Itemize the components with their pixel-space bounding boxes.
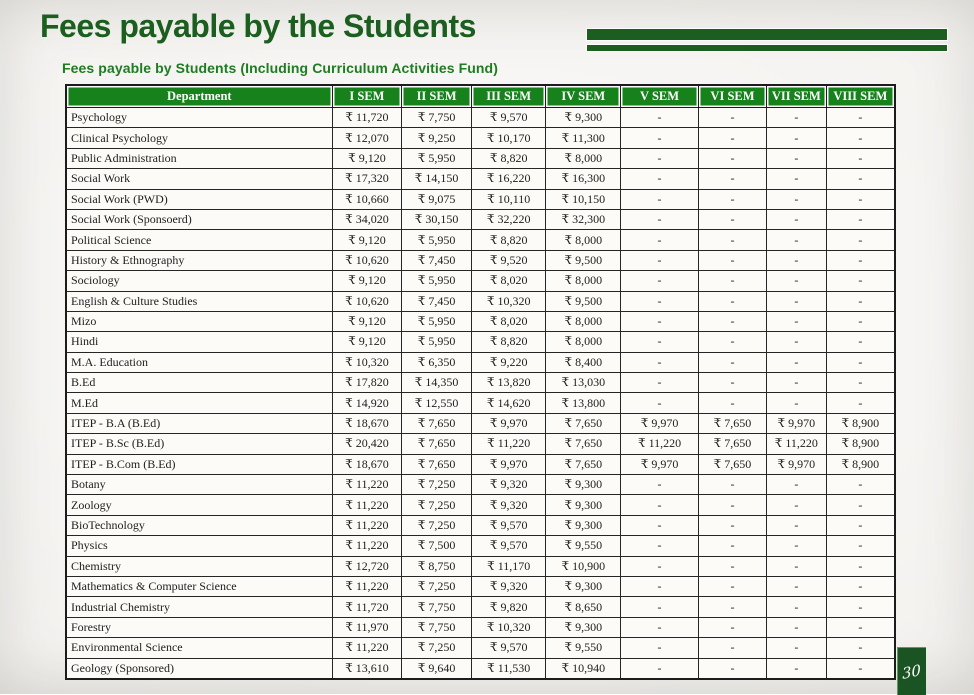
fee-cell: - <box>766 495 826 515</box>
fee-cell: - <box>766 515 826 535</box>
fee-cell: ₹ 7,650 <box>546 434 621 454</box>
fee-cell: ₹ 14,920 <box>332 393 402 413</box>
fee-cell: - <box>766 189 826 209</box>
fee-cell: ₹ 11,220 <box>332 515 402 535</box>
fee-cell: - <box>699 617 767 637</box>
fee-cell: ₹ 9,640 <box>402 658 472 679</box>
column-header-vi-sem: VI SEM <box>699 85 767 108</box>
fee-cell: ₹ 8,020 <box>471 271 546 291</box>
fee-cell: - <box>766 332 826 352</box>
fee-cell: - <box>699 475 767 495</box>
fee-cell: - <box>699 271 767 291</box>
title-decoration-bars <box>586 28 948 52</box>
fee-cell: ₹ 7,650 <box>402 454 472 474</box>
table-row <box>66 495 895 515</box>
fee-cell: - <box>699 209 767 229</box>
fee-cell: - <box>621 291 699 311</box>
fee-cell: ₹ 7,750 <box>402 617 472 637</box>
fee-cell: - <box>699 373 767 393</box>
fee-cell: ₹ 11,530 <box>471 658 546 679</box>
fee-cell: - <box>699 291 767 311</box>
fee-cell: - <box>766 209 826 229</box>
fee-cell: - <box>766 352 826 372</box>
table-row <box>66 536 895 556</box>
fee-cell: ₹ 11,970 <box>332 617 402 637</box>
fee-cell: - <box>621 148 699 168</box>
table-row <box>66 617 895 637</box>
department-cell: Social Work <box>66 169 332 189</box>
fee-cell: - <box>699 148 767 168</box>
fee-cell: ₹ 7,750 <box>402 108 472 128</box>
fee-cell: ₹ 5,950 <box>402 311 472 331</box>
department-cell: Public Administration <box>66 148 332 168</box>
fee-cell: - <box>621 332 699 352</box>
fee-cell: ₹ 11,720 <box>332 597 402 617</box>
table-row <box>66 108 895 128</box>
fee-cell: - <box>826 230 895 250</box>
fee-cell: ₹ 9,120 <box>332 230 402 250</box>
fee-cell: ₹ 9,320 <box>471 475 546 495</box>
fees-table <box>65 84 896 680</box>
table-row <box>66 638 895 658</box>
fee-cell: ₹ 9,500 <box>546 291 621 311</box>
fee-cell: ₹ 9,500 <box>546 250 621 270</box>
table-row <box>66 556 895 576</box>
fee-cell: ₹ 7,450 <box>402 250 472 270</box>
fee-cell: - <box>699 597 767 617</box>
fee-cell: - <box>621 271 699 291</box>
department-cell: Environmental Science <box>66 638 332 658</box>
fee-cell: ₹ 11,220 <box>766 434 826 454</box>
fee-cell: ₹ 7,750 <box>402 597 472 617</box>
fee-cell: ₹ 16,220 <box>471 169 546 189</box>
fee-cell: ₹ 10,320 <box>332 352 402 372</box>
fee-cell: - <box>826 536 895 556</box>
fee-cell: - <box>766 291 826 311</box>
fee-cell: - <box>699 189 767 209</box>
fee-cell: ₹ 8,650 <box>546 597 621 617</box>
department-cell: Clinical Psychology <box>66 128 332 148</box>
fee-cell: - <box>621 576 699 596</box>
fee-cell: - <box>826 332 895 352</box>
fee-cell: - <box>699 658 767 679</box>
table-row <box>66 515 895 535</box>
fee-cell: - <box>766 617 826 637</box>
fee-cell: ₹ 10,320 <box>471 617 546 637</box>
fee-cell: - <box>699 556 767 576</box>
table-row <box>66 189 895 209</box>
fee-cell: - <box>826 128 895 148</box>
fees-table-body <box>66 108 895 679</box>
fee-cell: ₹ 10,170 <box>471 128 546 148</box>
fee-cell: ₹ 7,650 <box>699 454 767 474</box>
fee-cell: ₹ 10,660 <box>332 189 402 209</box>
fee-cell: - <box>826 658 895 679</box>
fee-cell: - <box>826 475 895 495</box>
department-cell: Sociology <box>66 271 332 291</box>
fee-cell: - <box>621 209 699 229</box>
department-cell: History & Ethnography <box>66 250 332 270</box>
fee-cell: ₹ 9,300 <box>546 108 621 128</box>
fee-cell: ₹ 8,900 <box>826 454 895 474</box>
fee-cell: ₹ 11,220 <box>332 576 402 596</box>
fee-cell: ₹ 9,250 <box>402 128 472 148</box>
fee-cell: ₹ 12,550 <box>402 393 472 413</box>
fee-cell: - <box>826 638 895 658</box>
department-cell: Mizo <box>66 311 332 331</box>
table-header-row <box>66 85 895 108</box>
table-row <box>66 291 895 311</box>
fee-cell: ₹ 9,970 <box>621 454 699 474</box>
fee-cell: - <box>621 536 699 556</box>
page-subtitle: Fees payable by Students (Including Curriculum Activities Fund) <box>62 60 498 76</box>
table-row <box>66 658 895 679</box>
fee-cell: ₹ 9,300 <box>546 475 621 495</box>
fee-cell: ₹ 7,250 <box>402 515 472 535</box>
table-row <box>66 169 895 189</box>
department-cell: Mathematics & Computer Science <box>66 576 332 596</box>
department-cell: Forestry <box>66 617 332 637</box>
fee-cell: ₹ 20,420 <box>332 434 402 454</box>
table-row <box>66 393 895 413</box>
fee-cell: ₹ 18,670 <box>332 413 402 433</box>
fee-cell: ₹ 11,300 <box>546 128 621 148</box>
fee-cell: ₹ 13,820 <box>471 373 546 393</box>
table-row <box>66 434 895 454</box>
fee-cell: - <box>826 617 895 637</box>
fee-cell: - <box>766 658 826 679</box>
fee-cell: - <box>826 576 895 596</box>
fee-cell: ₹ 5,950 <box>402 271 472 291</box>
fee-cell: ₹ 9,120 <box>332 271 402 291</box>
fee-cell: ₹ 11,220 <box>471 434 546 454</box>
fee-cell: - <box>766 393 826 413</box>
fee-cell: - <box>766 597 826 617</box>
department-cell: Botany <box>66 475 332 495</box>
column-header-department: Department <box>66 85 332 108</box>
fee-cell: ₹ 9,970 <box>621 413 699 433</box>
fee-cell: ₹ 10,110 <box>471 189 546 209</box>
table-row <box>66 597 895 617</box>
fee-cell: ₹ 32,220 <box>471 209 546 229</box>
fee-cell: ₹ 10,620 <box>332 291 402 311</box>
page-number-badge <box>897 647 926 695</box>
fee-cell: - <box>621 373 699 393</box>
fee-cell: ₹ 8,820 <box>471 148 546 168</box>
fee-cell: ₹ 6,350 <box>402 352 472 372</box>
department-cell: ITEP - B.A (B.Ed) <box>66 413 332 433</box>
fee-cell: - <box>699 576 767 596</box>
fee-cell: ₹ 9,570 <box>471 536 546 556</box>
fee-cell: ₹ 7,450 <box>402 291 472 311</box>
fee-cell: ₹ 9,120 <box>332 311 402 331</box>
fee-cell: ₹ 8,900 <box>826 413 895 433</box>
fee-cell: - <box>621 128 699 148</box>
fee-cell: ₹ 9,550 <box>546 638 621 658</box>
fee-cell: - <box>766 556 826 576</box>
fee-cell: - <box>621 475 699 495</box>
fee-cell: ₹ 8,000 <box>546 230 621 250</box>
fee-cell: - <box>766 536 826 556</box>
fee-cell: - <box>766 373 826 393</box>
fee-cell: - <box>621 108 699 128</box>
fee-cell: - <box>826 189 895 209</box>
fee-cell: - <box>766 576 826 596</box>
fee-cell: ₹ 7,650 <box>699 413 767 433</box>
table-row <box>66 332 895 352</box>
column-header-iii-sem: III SEM <box>471 85 546 108</box>
fee-cell: - <box>766 108 826 128</box>
fee-cell: ₹ 10,150 <box>546 189 621 209</box>
fee-cell: - <box>621 250 699 270</box>
fee-cell: ₹ 9,300 <box>546 515 621 535</box>
department-cell: Industrial Chemistry <box>66 597 332 617</box>
department-cell: B.Ed <box>66 373 332 393</box>
fee-cell: ₹ 9,970 <box>471 413 546 433</box>
fee-cell: ₹ 9,970 <box>471 454 546 474</box>
fee-cell: - <box>621 597 699 617</box>
fee-cell: ₹ 9,570 <box>471 638 546 658</box>
table-row <box>66 576 895 596</box>
fee-cell: ₹ 11,220 <box>332 638 402 658</box>
fee-cell: ₹ 11,220 <box>332 495 402 515</box>
fee-cell: ₹ 9,970 <box>766 413 826 433</box>
fee-cell: - <box>699 515 767 535</box>
fee-cell: - <box>826 393 895 413</box>
fee-cell: - <box>826 250 895 270</box>
fee-cell: - <box>699 393 767 413</box>
department-cell: ITEP - B.Com (B.Ed) <box>66 454 332 474</box>
fee-cell: ₹ 16,300 <box>546 169 621 189</box>
fee-cell: - <box>621 393 699 413</box>
fee-cell: - <box>699 230 767 250</box>
department-cell: M.Ed <box>66 393 332 413</box>
fee-cell: ₹ 32,300 <box>546 209 621 229</box>
department-cell: Geology (Sponsored) <box>66 658 332 679</box>
fee-cell: ₹ 5,950 <box>402 148 472 168</box>
fee-cell: ₹ 30,150 <box>402 209 472 229</box>
department-cell: Social Work (Sponsoerd) <box>66 209 332 229</box>
fee-cell: - <box>621 638 699 658</box>
fee-cell: ₹ 8,000 <box>546 148 621 168</box>
table-row <box>66 148 895 168</box>
fee-cell: - <box>699 169 767 189</box>
table-row <box>66 209 895 229</box>
fee-cell: ₹ 7,650 <box>699 434 767 454</box>
department-cell: ITEP - B.Sc (B.Ed) <box>66 434 332 454</box>
table-row <box>66 413 895 433</box>
fee-cell: - <box>621 352 699 372</box>
department-cell: Political Science <box>66 230 332 250</box>
fee-cell: ₹ 12,070 <box>332 128 402 148</box>
fee-cell: - <box>766 271 826 291</box>
department-cell: Social Work (PWD) <box>66 189 332 209</box>
fee-cell: ₹ 11,220 <box>332 536 402 556</box>
fee-cell: - <box>766 128 826 148</box>
fee-cell: - <box>826 373 895 393</box>
fee-cell: - <box>766 148 826 168</box>
fee-cell: ₹ 7,250 <box>402 495 472 515</box>
fee-cell: - <box>699 332 767 352</box>
fee-cell: ₹ 11,220 <box>332 475 402 495</box>
table-row <box>66 271 895 291</box>
fee-cell: - <box>699 352 767 372</box>
fee-cell: ₹ 13,610 <box>332 658 402 679</box>
fee-cell: - <box>826 515 895 535</box>
fee-cell: - <box>826 597 895 617</box>
fee-cell: ₹ 7,650 <box>402 413 472 433</box>
fee-cell: ₹ 7,650 <box>546 454 621 474</box>
fee-cell: - <box>826 271 895 291</box>
fee-cell: ₹ 8,000 <box>546 271 621 291</box>
fee-cell: ₹ 9,570 <box>471 515 546 535</box>
department-cell: BioTechnology <box>66 515 332 535</box>
fee-cell: - <box>766 250 826 270</box>
fee-cell: ₹ 8,000 <box>546 332 621 352</box>
fee-cell: - <box>699 638 767 658</box>
table-row <box>66 373 895 393</box>
fee-cell: - <box>766 311 826 331</box>
table-row <box>66 250 895 270</box>
fee-cell: ₹ 34,020 <box>332 209 402 229</box>
fee-cell: ₹ 9,520 <box>471 250 546 270</box>
department-cell: Hindi <box>66 332 332 352</box>
fee-cell: ₹ 5,950 <box>402 230 472 250</box>
fee-cell: - <box>766 638 826 658</box>
fee-cell: ₹ 9,550 <box>546 536 621 556</box>
decoration-bar-thin <box>586 44 948 52</box>
fee-cell: - <box>621 311 699 331</box>
fee-cell: ₹ 9,300 <box>546 495 621 515</box>
fee-cell: - <box>699 250 767 270</box>
fee-cell: ₹ 7,650 <box>546 413 621 433</box>
fee-cell: - <box>699 495 767 515</box>
fee-cell: - <box>699 536 767 556</box>
department-cell: Physics <box>66 536 332 556</box>
fee-cell: ₹ 17,320 <box>332 169 402 189</box>
table-row <box>66 454 895 474</box>
fee-cell: ₹ 8,400 <box>546 352 621 372</box>
fee-cell: - <box>699 311 767 331</box>
fee-cell: - <box>766 475 826 495</box>
fee-cell: ₹ 11,220 <box>621 434 699 454</box>
fee-cell: ₹ 7,250 <box>402 638 472 658</box>
table-row <box>66 475 895 495</box>
fee-cell: ₹ 14,620 <box>471 393 546 413</box>
column-header-i-sem: I SEM <box>332 85 402 108</box>
fee-cell: ₹ 10,620 <box>332 250 402 270</box>
fee-cell: - <box>621 515 699 535</box>
fee-cell: - <box>826 291 895 311</box>
fee-cell: ₹ 11,170 <box>471 556 546 576</box>
department-cell: Psychology <box>66 108 332 128</box>
department-cell: Chemistry <box>66 556 332 576</box>
fee-cell: ₹ 13,030 <box>546 373 621 393</box>
table-row <box>66 352 895 372</box>
fee-cell: ₹ 10,320 <box>471 291 546 311</box>
fee-cell: ₹ 9,320 <box>471 495 546 515</box>
column-header-vii-sem: VII SEM <box>766 85 826 108</box>
fee-cell: ₹ 8,820 <box>471 332 546 352</box>
fee-cell: ₹ 9,970 <box>766 454 826 474</box>
fee-cell: - <box>826 169 895 189</box>
fee-cell: ₹ 8,020 <box>471 311 546 331</box>
fee-cell: - <box>826 108 895 128</box>
fee-cell: ₹ 7,650 <box>402 434 472 454</box>
table-row <box>66 230 895 250</box>
fee-cell: - <box>766 169 826 189</box>
fee-cell: - <box>621 495 699 515</box>
column-header-viii-sem: VIII SEM <box>826 85 895 108</box>
fee-cell: ₹ 8,820 <box>471 230 546 250</box>
fee-cell: ₹ 14,150 <box>402 169 472 189</box>
fee-cell: ₹ 14,350 <box>402 373 472 393</box>
fee-cell: ₹ 11,720 <box>332 108 402 128</box>
fee-cell: - <box>826 148 895 168</box>
fee-cell: - <box>826 495 895 515</box>
fee-cell: - <box>826 311 895 331</box>
fee-cell: ₹ 9,220 <box>471 352 546 372</box>
fee-cell: - <box>621 658 699 679</box>
fee-cell: - <box>699 108 767 128</box>
fee-cell: ₹ 7,500 <box>402 536 472 556</box>
fee-cell: ₹ 5,950 <box>402 332 472 352</box>
fee-cell: ₹ 7,250 <box>402 475 472 495</box>
fee-cell: - <box>621 556 699 576</box>
fee-cell: - <box>621 189 699 209</box>
fee-cell: ₹ 9,120 <box>332 332 402 352</box>
column-header-iv-sem: IV SEM <box>546 85 621 108</box>
fee-cell: - <box>621 230 699 250</box>
fee-cell: ₹ 9,820 <box>471 597 546 617</box>
fee-cell: ₹ 9,120 <box>332 148 402 168</box>
fee-cell: ₹ 9,300 <box>546 617 621 637</box>
fee-cell: ₹ 9,300 <box>546 576 621 596</box>
fee-cell: ₹ 9,320 <box>471 576 546 596</box>
fee-cell: ₹ 18,670 <box>332 454 402 474</box>
fee-cell: ₹ 10,900 <box>546 556 621 576</box>
fee-cell: ₹ 13,800 <box>546 393 621 413</box>
fee-cell: ₹ 8,000 <box>546 311 621 331</box>
fee-cell: ₹ 7,250 <box>402 576 472 596</box>
table-row <box>66 128 895 148</box>
department-cell: Zoology <box>66 495 332 515</box>
fee-cell: ₹ 8,900 <box>826 434 895 454</box>
fee-cell: - <box>766 230 826 250</box>
column-header-v-sem: V SEM <box>621 85 699 108</box>
fee-cell: - <box>826 352 895 372</box>
fee-cell: - <box>699 128 767 148</box>
department-cell: English & Culture Studies <box>66 291 332 311</box>
fee-cell: ₹ 9,570 <box>471 108 546 128</box>
column-header-ii-sem: II SEM <box>402 85 472 108</box>
decoration-bar-thick <box>586 28 948 41</box>
fee-cell: ₹ 10,940 <box>546 658 621 679</box>
fee-cell: - <box>621 617 699 637</box>
department-cell: M.A. Education <box>66 352 332 372</box>
fee-cell: - <box>826 556 895 576</box>
page-title: Fees payable by the Students <box>40 8 476 44</box>
fee-cell: ₹ 9,075 <box>402 189 472 209</box>
fee-cell: ₹ 12,720 <box>332 556 402 576</box>
page-number-text: 30 <box>902 660 922 683</box>
fee-cell: ₹ 17,820 <box>332 373 402 393</box>
table-row <box>66 311 895 331</box>
fee-cell: - <box>826 209 895 229</box>
fee-cell: - <box>621 169 699 189</box>
fee-cell: ₹ 8,750 <box>402 556 472 576</box>
